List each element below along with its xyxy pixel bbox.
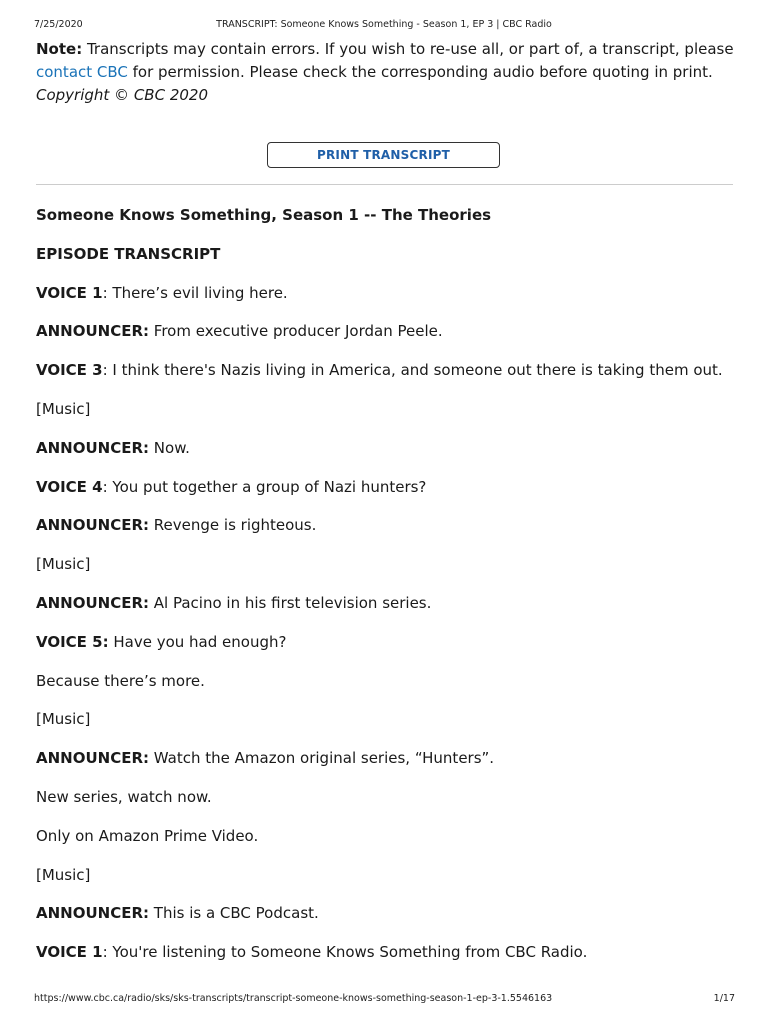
speaker-label: VOICE 1 (36, 283, 103, 302)
transcript-line (36, 320, 736, 359)
contact-cbc-link[interactable]: contact CBC (36, 63, 128, 81)
transcript-line (36, 476, 736, 515)
transcript-line (36, 825, 736, 864)
speaker-label: VOICE 1 (36, 943, 103, 962)
speaker-separator: : (102, 361, 113, 380)
speaker-label: ANNOUNCER: (36, 322, 150, 341)
transcript-line (36, 747, 736, 786)
transcript-title: Someone Knows Something, Season 1 -- The Theories (36, 206, 492, 224)
print-date: 7/25/2020 (34, 19, 83, 30)
transcript-line (36, 514, 736, 553)
line-text: Because there’s more. (36, 671, 205, 690)
speaker-label: VOICE 4 (36, 477, 103, 496)
copyright-text: Copyright © CBC 2020 (36, 86, 209, 104)
print-transcript-button[interactable]: PRINT TRANSCRIPT (267, 142, 500, 168)
speaker-label: ANNOUNCER: (36, 516, 150, 535)
line-text: This is a CBC Podcast. (153, 904, 319, 923)
transcript-body (36, 204, 736, 980)
note-text: Transcripts may contain errors. If you wish to re-use all, or part of, a transcript, please (82, 40, 734, 58)
note-text-continued: for permission. Please check the corresponding audio before quoting in print. (127, 63, 713, 81)
speaker-separator: : (102, 477, 113, 496)
line-text: [Music] (36, 399, 91, 418)
transcript-line (36, 708, 736, 747)
disclaimer-note (36, 38, 736, 107)
line-text: Watch the Amazon original series, “Hunters”. (153, 749, 495, 768)
transcript-subtitle: EPISODE TRANSCRIPT (36, 244, 221, 263)
transcript-line (36, 902, 736, 941)
speaker-label: ANNOUNCER: (36, 593, 150, 612)
transcript-line (36, 592, 736, 631)
page-number: 1/17 (713, 993, 735, 1004)
transcript-line (36, 437, 736, 476)
line-text: There’s evil living here. (112, 283, 288, 302)
transcript-line (36, 670, 736, 709)
speaker-label: ANNOUNCER: (36, 904, 150, 923)
speaker-label: ANNOUNCER: (36, 749, 150, 768)
page-url: https://www.cbc.ca/radio/sks/sks-transcripts/transcript-someone-knows-something-season-1-ep-3-1.5546163 (34, 993, 553, 1004)
line-text: Al Pacino in his first television series. (153, 593, 432, 612)
transcript-line (36, 282, 736, 321)
line-text: [Music] (36, 865, 91, 884)
line-text: You put together a group of Nazi hunters? (112, 477, 427, 496)
print-header (0, 19, 768, 33)
transcript-line (36, 553, 736, 592)
speaker-label: ANNOUNCER: (36, 438, 150, 457)
line-text: [Music] (36, 555, 91, 574)
line-text: I think there's Nazis living in America, and someone out there is taking them out. (112, 361, 723, 380)
transcript-line (36, 786, 736, 825)
transcript-line (36, 941, 736, 980)
transcript-line (36, 359, 736, 398)
line-text: Only on Amazon Prime Video. (36, 826, 259, 845)
speaker-separator: : (102, 943, 113, 962)
transcript-line (36, 631, 736, 670)
transcript-line (36, 864, 736, 903)
speaker-label: VOICE 3 (36, 361, 103, 380)
speaker-label: VOICE 5: (36, 632, 109, 651)
line-text: New series, watch now. (36, 787, 212, 806)
speaker-separator: : (102, 283, 113, 302)
line-text: Now. (153, 438, 190, 457)
print-page-title: TRANSCRIPT: Someone Knows Something - Season 1, EP 3 | CBC Radio (216, 19, 552, 30)
line-text: Revenge is righteous. (153, 516, 317, 535)
transcript-line (36, 398, 736, 437)
note-label: Note: (36, 40, 83, 58)
line-text: Have you had enough? (113, 632, 287, 651)
line-text: From executive producer Jordan Peele. (153, 322, 443, 341)
line-text: [Music] (36, 710, 91, 729)
print-footer (0, 993, 768, 1007)
divider (36, 184, 733, 185)
line-text: You're listening to Someone Knows Something from CBC Radio. (112, 943, 588, 962)
